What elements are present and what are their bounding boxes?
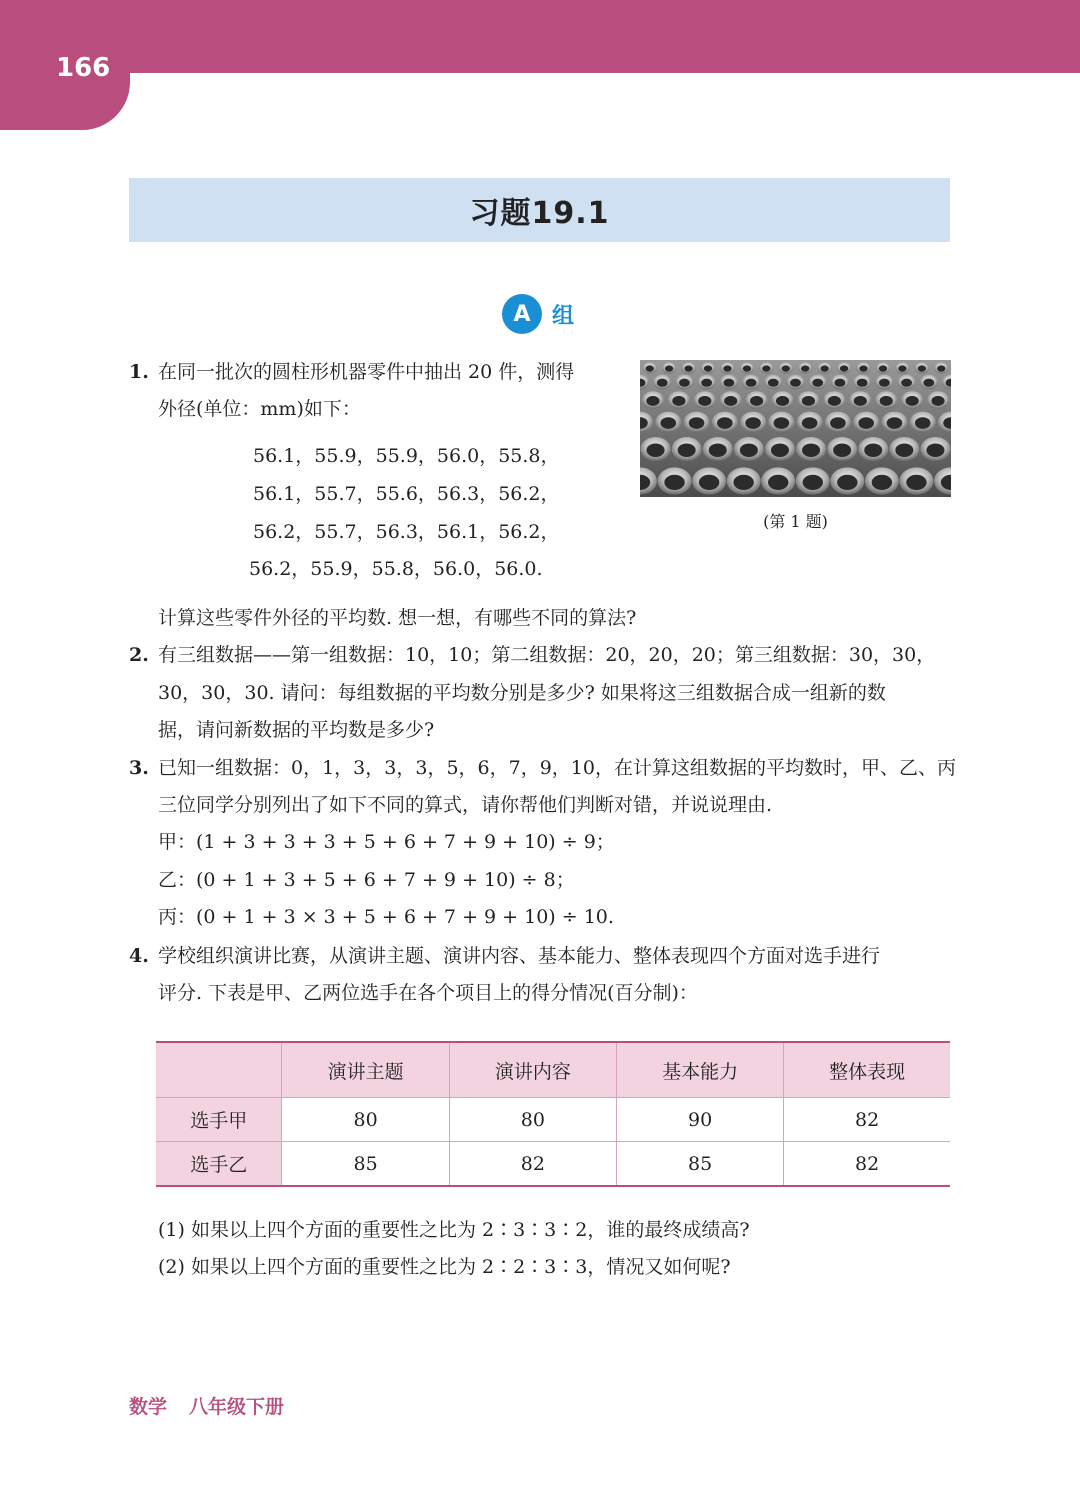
part-hole — [858, 417, 874, 429]
part-hole — [820, 365, 828, 371]
part-hole — [750, 396, 763, 406]
group-badge: A — [502, 294, 542, 334]
part-hole — [776, 396, 789, 406]
table-cell: 85 — [617, 1142, 784, 1187]
part-hole — [802, 443, 820, 457]
part-hole — [709, 443, 727, 457]
page-number: 166 — [56, 53, 111, 83]
part-hole — [801, 365, 809, 371]
question-1-data-row: 56.2，55.7，56.3，56.1，56.2， — [253, 521, 560, 543]
part-hole — [901, 379, 912, 387]
table-cell: 82 — [784, 1142, 950, 1187]
table-row — [156, 1098, 950, 1142]
question-3-formula-bing: 丙：(0 + 1 + 3 × 3 + 5 + 6 + 7 + 9 + 10) ÷ 10. — [158, 906, 614, 928]
table-header-cell: 演讲主题 — [282, 1042, 449, 1098]
part-hole — [833, 443, 851, 457]
question-4-line: 评分. 下表是甲、乙两位选手在各个项目上的得分情况(百分制)： — [158, 982, 698, 1004]
part-hole — [923, 379, 934, 387]
question-4-line: 学校组织演讲比赛，从演讲主题、演讲内容、基本能力、整体表现四个方面对选手进行 — [158, 945, 881, 967]
question-2-line: 有三组数据——第一组数据：10，10；第二组数据：20，20，20；第三组数据：30，30， — [158, 644, 936, 666]
question-1-number: 1. — [129, 361, 149, 383]
part-hole — [774, 417, 790, 429]
part-hole — [803, 475, 823, 490]
machine-parts-photo — [640, 360, 951, 497]
table-row-label: 选手乙 — [156, 1142, 282, 1187]
score-table — [156, 1041, 950, 1187]
part-hole — [802, 417, 818, 429]
part-hole — [872, 475, 892, 490]
part-hole — [647, 443, 665, 457]
question-3-formula-yi: 乙：(0 + 1 + 3 + 5 + 6 + 7 + 9 + 10) ÷ 8； — [158, 869, 575, 891]
part-hole — [657, 379, 668, 387]
part-hole — [745, 417, 761, 429]
group-label: 组 — [552, 303, 575, 329]
question-3-line: 已知一组数据：0，1，3，3，3，5，6，7，9，10，在计算这组数据的平均数时，甲、乙、丙 — [158, 757, 956, 779]
table-cell: 90 — [617, 1098, 784, 1142]
section-title: 习题19.1 — [469, 196, 610, 231]
part-hole — [723, 379, 734, 387]
part-hole — [857, 379, 868, 387]
part-hole — [837, 475, 857, 490]
table-header-cell: 演讲内容 — [449, 1042, 616, 1098]
part-hole — [689, 417, 705, 429]
part-hole — [660, 417, 676, 429]
part-hole — [879, 379, 890, 387]
table-cell: 85 — [282, 1142, 449, 1187]
question-1-line-1: 在同一批次的圆柱形机器零件中抽出 20 件，测得 — [158, 361, 575, 383]
part-hole — [926, 443, 944, 457]
question-1-line-2: 外径(单位：mm)如下： — [158, 398, 361, 420]
question-4-subquestion-1: (1) 如果以上四个方面的重要性之比为 2∶3∶3∶2，谁的最终成绩高? — [158, 1219, 750, 1241]
part-hole — [859, 365, 867, 371]
footer-subject: 数学 — [129, 1396, 168, 1418]
page-footer — [129, 1392, 284, 1419]
part-hole — [762, 365, 770, 371]
part-hole — [898, 365, 906, 371]
question-3-number: 3. — [129, 757, 149, 779]
machine-parts-image — [640, 360, 951, 497]
photo-caption: (第 1 题) — [763, 512, 828, 531]
part-hole — [854, 396, 867, 406]
question-1-prompt: 计算这些零件外径的平均数. 想一想，有哪些不同的算法? — [158, 607, 637, 629]
part-hole — [931, 396, 944, 406]
part-hole — [646, 365, 654, 371]
part-hole — [646, 396, 659, 406]
table-cell: 82 — [449, 1142, 616, 1187]
part-hole — [887, 417, 903, 429]
part-hole — [937, 365, 945, 371]
question-3-line: 三位同学分别列出了如下不同的算式，请你帮他们判断对错，并说说理由. — [158, 794, 773, 816]
question-1-data-row: 56.2，55.9，55.8，56.0，56.0. — [249, 558, 543, 580]
table-header-cell — [156, 1042, 282, 1098]
part-hole — [679, 379, 690, 387]
part-hole — [733, 475, 753, 490]
question-2-number: 2. — [129, 644, 149, 666]
question-3-formula-jia: 甲：(1 + 3 + 3 + 3 + 5 + 6 + 7 + 9 + 10) ÷ 9； — [158, 831, 615, 853]
part-hole — [701, 379, 712, 387]
part-hole — [699, 475, 719, 490]
table-header-cell: 整体表现 — [784, 1042, 950, 1098]
header-bar — [0, 0, 1080, 73]
part-hole — [665, 365, 673, 371]
question-2-line: 30，30，30. 请问：每组数据的平均数分别是多少? 如果将这三组数据合成一组新的数 — [158, 682, 886, 704]
table-cell: 80 — [449, 1098, 616, 1142]
question-1-data-row: 56.1，55.7，55.6，56.3，56.2， — [253, 483, 560, 505]
table-header-row — [156, 1042, 950, 1098]
question-4-number: 4. — [129, 945, 149, 967]
part-hole — [704, 365, 712, 371]
part-hole — [830, 417, 846, 429]
part-hole — [802, 396, 815, 406]
part-hole — [740, 443, 758, 457]
group-heading — [502, 294, 574, 334]
part-hole — [724, 396, 737, 406]
part-hole — [743, 365, 751, 371]
part-hole — [782, 365, 790, 371]
part-hole — [768, 475, 788, 490]
part-hole — [918, 365, 926, 371]
part-hole — [664, 475, 684, 490]
part-hole — [678, 443, 696, 457]
part-hole — [906, 396, 919, 406]
table-row-label: 选手甲 — [156, 1098, 282, 1142]
part-hole — [915, 417, 931, 429]
question-1-data-row: 56.1，55.9，55.9，56.0，55.8， — [253, 445, 560, 467]
part-hole — [717, 417, 733, 429]
question-2-line: 据，请问新数据的平均数是多少? — [158, 719, 435, 741]
part-hole — [768, 379, 779, 387]
part-hole — [906, 475, 926, 490]
part-hole — [879, 365, 887, 371]
part-hole — [812, 379, 823, 387]
section-title-banner — [129, 178, 950, 242]
part-hole — [723, 365, 731, 371]
part-hole — [790, 379, 801, 387]
question-4-subquestion-2: (2) 如果以上四个方面的重要性之比为 2∶2∶3∶3，情况又如何呢? — [158, 1256, 731, 1278]
part-hole — [771, 443, 789, 457]
part-hole — [684, 365, 692, 371]
part-hole — [746, 379, 757, 387]
table-cell: 80 — [282, 1098, 449, 1142]
part-hole — [864, 443, 882, 457]
table-row — [156, 1142, 950, 1187]
part-hole — [840, 365, 848, 371]
part-hole — [698, 396, 711, 406]
part-hole — [828, 396, 841, 406]
part-hole — [835, 379, 846, 387]
part-hole — [895, 443, 913, 457]
part-hole — [880, 396, 893, 406]
table-header-cell: 基本能力 — [617, 1042, 784, 1098]
footer-grade: 八年级下册 — [189, 1396, 285, 1418]
part-hole — [672, 396, 685, 406]
table-cell: 82 — [784, 1098, 950, 1142]
